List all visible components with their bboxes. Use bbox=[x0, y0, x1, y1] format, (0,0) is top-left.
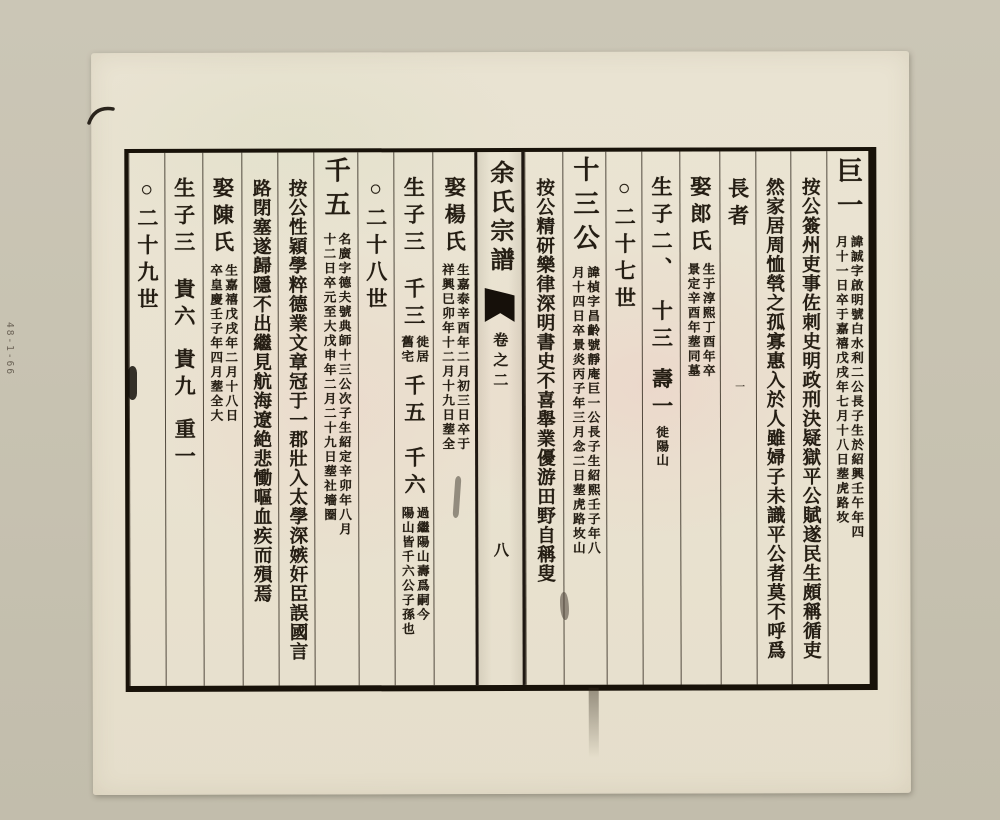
entry-dates-note-line: 名廣字德夫號典師十三公次子生紹定辛卯年八月 bbox=[336, 232, 352, 537]
spouse-dates-note bbox=[208, 264, 238, 424]
son-name: 重一 bbox=[172, 417, 197, 472]
commentary-2 bbox=[755, 151, 792, 684]
spouse-dates-note-line: 生嘉泰辛酉年二月初三日卒于 bbox=[455, 263, 470, 452]
commentary-3 bbox=[719, 151, 756, 684]
center-fold bbox=[474, 152, 525, 685]
generation-27 bbox=[606, 152, 643, 685]
son-note-line: 過繼陽山壽爲嗣今 bbox=[415, 506, 430, 623]
son-name: 壽一 bbox=[649, 367, 674, 422]
commentary-text: 按公性穎學粹德業文章冠于一郡壯入太學深嫉奸臣誤國言 bbox=[285, 178, 308, 662]
fold-volume: 卷之二 bbox=[491, 331, 508, 393]
ink-blob bbox=[128, 366, 137, 400]
generation-marker: ○二十八世 bbox=[363, 176, 388, 315]
commentary-4 bbox=[524, 152, 563, 685]
sons-count: 生子二、 bbox=[648, 175, 674, 284]
generation-marker: ○二十七世 bbox=[612, 175, 637, 314]
spouse-yang bbox=[433, 152, 476, 685]
son-name: 十三 bbox=[649, 299, 674, 354]
commentary-text: 按公精研樂律深明書史不喜舉業優游田野自稱叟 bbox=[533, 177, 555, 584]
son-name: 千五 bbox=[401, 374, 426, 429]
son-note bbox=[399, 335, 429, 364]
son-note-line: 舊宅 bbox=[399, 335, 414, 365]
generation-29 bbox=[128, 153, 165, 686]
generation-28 bbox=[357, 152, 394, 685]
sons-record-c bbox=[164, 153, 203, 686]
son-note: 徙陽山 bbox=[654, 425, 669, 468]
entry-dates-note bbox=[321, 232, 352, 537]
center-fold-shadow bbox=[589, 688, 599, 758]
commentary-5 bbox=[277, 152, 314, 685]
sons-count: 生子三 bbox=[401, 176, 426, 258]
son-name: 貴九 bbox=[171, 347, 197, 402]
fold-title: 余氏宗譜 bbox=[485, 159, 513, 277]
entry-dates-note-line: 諱誠字啟明號白水利二公長子生於紹興壬午年四 bbox=[849, 235, 864, 540]
spouse-dates-note-line: 生嘉禧戊戌年二月十八日 bbox=[223, 263, 238, 424]
printed-text-frame bbox=[124, 147, 877, 692]
commentary-6 bbox=[242, 153, 279, 686]
fold-page-number: 八 bbox=[491, 541, 508, 558]
sons-count: 生子三 bbox=[171, 176, 196, 258]
spouse-dates-note-line: 景定辛酉年塟同墓 bbox=[685, 262, 701, 379]
entry-dates-note-line: 十二日卒元至大戊申年二月二十九日塟社墻圈 bbox=[321, 232, 337, 523]
book-page-spread bbox=[91, 51, 911, 795]
spouse-dates-note-line: 祥興巳卯年十二月十九日塟全 bbox=[440, 263, 455, 452]
commentary-text: 然家居周恤煢之孤寡惠入於人雖婦子未識平公者莫不呼爲 bbox=[763, 177, 785, 660]
spouse-dates-note-line: 卒皇慶壬子年四月塟全大 bbox=[208, 263, 223, 424]
son-name: 千三 bbox=[401, 277, 426, 332]
spouse-dates-note bbox=[685, 262, 715, 378]
archive-spine-label: 48-1-66 bbox=[4, 322, 15, 377]
entry-dates-note-line: 月十一日卒于嘉禧戊戌年七月十八日塟虎路坆 bbox=[834, 235, 849, 526]
son-name: 貴六 bbox=[171, 277, 196, 332]
entry-dates-note bbox=[833, 235, 864, 540]
spouse-lang bbox=[679, 151, 720, 684]
son-note-line: 徙居 bbox=[414, 335, 429, 365]
commentary-1 bbox=[791, 151, 828, 684]
son-note bbox=[399, 506, 429, 637]
commentary-text: 長者 bbox=[725, 177, 750, 232]
spouse-name: 娶楊氏 bbox=[442, 176, 467, 258]
sons-record-a bbox=[642, 152, 681, 685]
son-name: 千六 bbox=[401, 446, 427, 501]
spouse-chen bbox=[202, 153, 243, 686]
sons-record-b bbox=[393, 152, 434, 685]
entry-dates-note-line: 月十四日卒景炎丙子年三月念二日塟虎路坆山 bbox=[570, 265, 586, 556]
fishtail-ornament bbox=[485, 288, 515, 322]
son-note-line: 陽山皆千六公子孫也 bbox=[400, 506, 415, 637]
spouse-name: 娶郎氏 bbox=[687, 175, 712, 257]
entry-qian-wu bbox=[313, 152, 358, 685]
entry-name: 巨一 bbox=[833, 157, 863, 226]
spouse-name: 娶陳氏 bbox=[210, 176, 235, 258]
spouse-dates-note bbox=[439, 263, 469, 452]
stray-dash-mark: 一 bbox=[732, 381, 744, 392]
commentary-text: 路閉塞遂歸隱不出繼見航海遼絶悲慟嘔血疾而殞焉 bbox=[250, 178, 272, 604]
generation-marker: ○二十九世 bbox=[134, 176, 160, 315]
entry-name: 十三公 bbox=[569, 155, 600, 258]
commentary-text: 按公簽州吏事佐刺史明政刑決疑獄平公賦遂民生頗稱循吏 bbox=[799, 177, 821, 660]
entry-ju-yi bbox=[827, 151, 870, 684]
entry-dates-note-line: 諱楨字昌齡號靜庵巨一公長子生紹熙壬子年八 bbox=[585, 265, 601, 556]
page-curl-mark bbox=[86, 102, 118, 133]
entry-name: 千五 bbox=[321, 156, 351, 225]
entry-dates-note bbox=[570, 266, 601, 556]
spouse-dates-note-line: 生于淳熙丁酉年卒 bbox=[700, 262, 716, 379]
